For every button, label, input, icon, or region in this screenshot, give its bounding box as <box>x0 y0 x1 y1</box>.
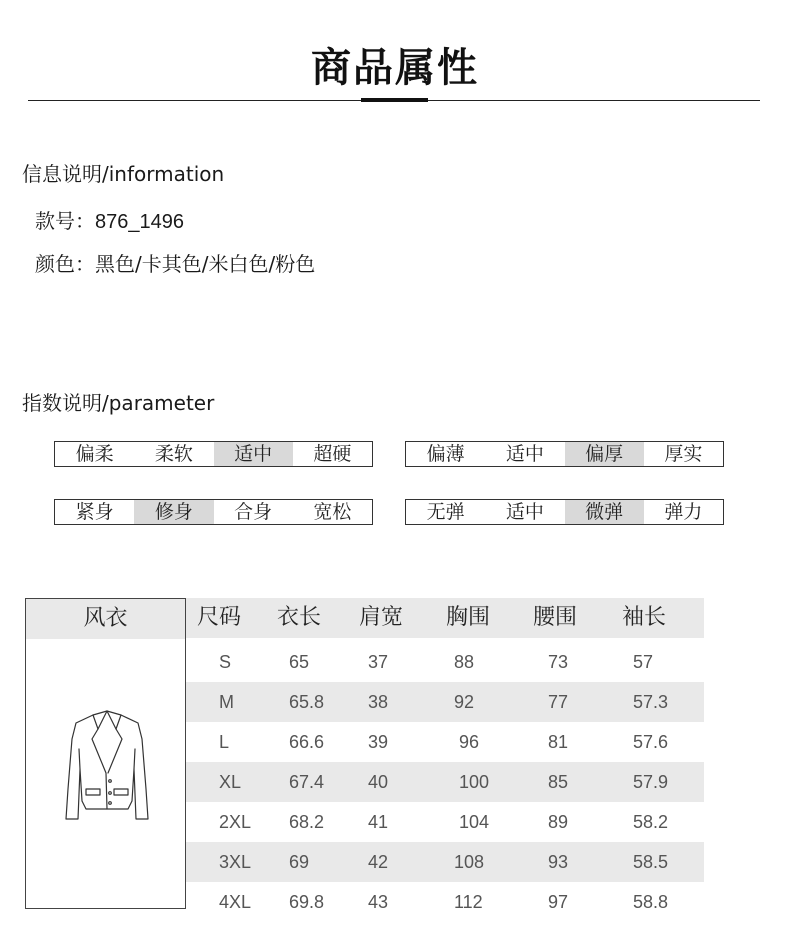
sleeve-cell: 57.3 <box>633 692 669 712</box>
sleeve-cell: 58.2 <box>633 812 669 832</box>
shoulder-cell: 38 <box>368 692 389 712</box>
shoulder-cell: 41 <box>368 812 389 832</box>
color-row <box>35 248 315 277</box>
column-header: 衣长 <box>277 605 322 630</box>
chest-cell: 92 <box>454 692 475 712</box>
waist-cell: 93 <box>548 852 569 872</box>
sleeve-cell: 57.9 <box>633 772 669 792</box>
info-heading: 信息说明/information <box>22 162 225 186</box>
column-header: 腰围 <box>533 605 578 630</box>
softness-option: 适中 <box>214 442 293 466</box>
style-number-label: 款号： <box>35 209 95 233</box>
thickness-scale <box>405 441 724 467</box>
product-box <box>25 598 186 909</box>
waist-cell: 81 <box>548 732 569 752</box>
title-accent-bar <box>361 98 428 102</box>
size-cell: 2XL <box>219 812 252 832</box>
column-header: 尺码 <box>197 605 242 630</box>
table-row <box>186 882 704 922</box>
waist-cell: 85 <box>548 772 569 792</box>
size-cell: 4XL <box>219 892 252 912</box>
length-cell: 65 <box>289 652 310 672</box>
fit-option: 合身 <box>234 501 273 523</box>
page-title: 商品属性 <box>311 45 479 91</box>
shoulder-cell: 43 <box>368 892 389 912</box>
shoulder-cell: 42 <box>368 852 389 872</box>
shoulder-cell: 39 <box>368 732 389 752</box>
shoulder-cell: 37 <box>368 652 389 672</box>
table-row <box>186 642 704 682</box>
fit-option: 紧身 <box>75 501 114 523</box>
chest-cell: 100 <box>459 772 490 792</box>
chest-cell: 112 <box>454 892 483 912</box>
color-value: 黑色/卡其色/米白色/粉色 <box>95 252 316 276</box>
table-row <box>186 802 704 842</box>
elasticity-scale <box>405 499 724 525</box>
length-cell: 66.6 <box>289 732 325 752</box>
elasticity-option: 微弹 <box>565 500 644 524</box>
column-header: 胸围 <box>446 605 491 630</box>
table-row <box>186 842 704 882</box>
waist-cell: 77 <box>548 692 569 712</box>
size-table-header <box>186 598 704 638</box>
size-cell: XL <box>219 772 242 792</box>
size-cell: S <box>219 652 232 672</box>
softness-option: 偏柔 <box>75 443 114 465</box>
thickness-option: 偏厚 <box>565 442 644 466</box>
jacket-icon <box>62 709 152 827</box>
length-cell: 69.8 <box>289 892 325 912</box>
chest-cell: 104 <box>459 812 490 832</box>
chest-cell: 108 <box>454 852 485 872</box>
sleeve-cell: 58.8 <box>633 892 669 912</box>
waist-cell: 73 <box>548 652 569 672</box>
chest-cell: 96 <box>459 732 480 752</box>
length-cell: 69 <box>289 852 310 872</box>
sleeve-cell: 57.6 <box>633 732 669 752</box>
softness-scale <box>54 441 373 467</box>
thickness-option: 适中 <box>505 443 544 465</box>
softness-option: 柔软 <box>154 443 193 465</box>
fit-option: 修身 <box>134 500 213 524</box>
length-cell: 67.4 <box>289 772 325 792</box>
length-cell: 68.2 <box>289 812 325 832</box>
column-header: 袖长 <box>622 605 667 630</box>
table-row <box>186 722 704 762</box>
shoulder-cell: 40 <box>368 772 389 792</box>
sleeve-cell: 58.5 <box>633 852 669 872</box>
elasticity-option: 适中 <box>505 501 544 523</box>
fit-scale <box>54 499 373 525</box>
style-number-value: 876_1496 <box>95 211 184 233</box>
sleeve-cell: 57 <box>633 652 654 672</box>
length-cell: 65.8 <box>289 692 325 712</box>
color-label: 颜色： <box>35 252 95 276</box>
column-header: 肩宽 <box>359 605 404 630</box>
thickness-option: 偏薄 <box>426 443 465 465</box>
waist-cell: 97 <box>548 892 569 912</box>
table-row <box>186 682 704 722</box>
size-cell: L <box>219 732 230 752</box>
product-label: 风衣 <box>26 599 185 639</box>
style-number-row <box>35 205 184 234</box>
size-cell: 3XL <box>219 852 252 872</box>
fit-option: 宽松 <box>313 501 352 523</box>
param-heading: 指数说明/parameter <box>22 391 215 415</box>
chest-cell: 88 <box>454 652 475 672</box>
elasticity-option: 无弹 <box>426 501 465 523</box>
thickness-option: 厚实 <box>664 443 703 465</box>
size-cell: M <box>219 692 234 712</box>
waist-cell: 89 <box>548 812 569 832</box>
table-row <box>186 762 704 802</box>
softness-option: 超硬 <box>313 443 352 465</box>
elasticity-option: 弹力 <box>664 501 703 523</box>
